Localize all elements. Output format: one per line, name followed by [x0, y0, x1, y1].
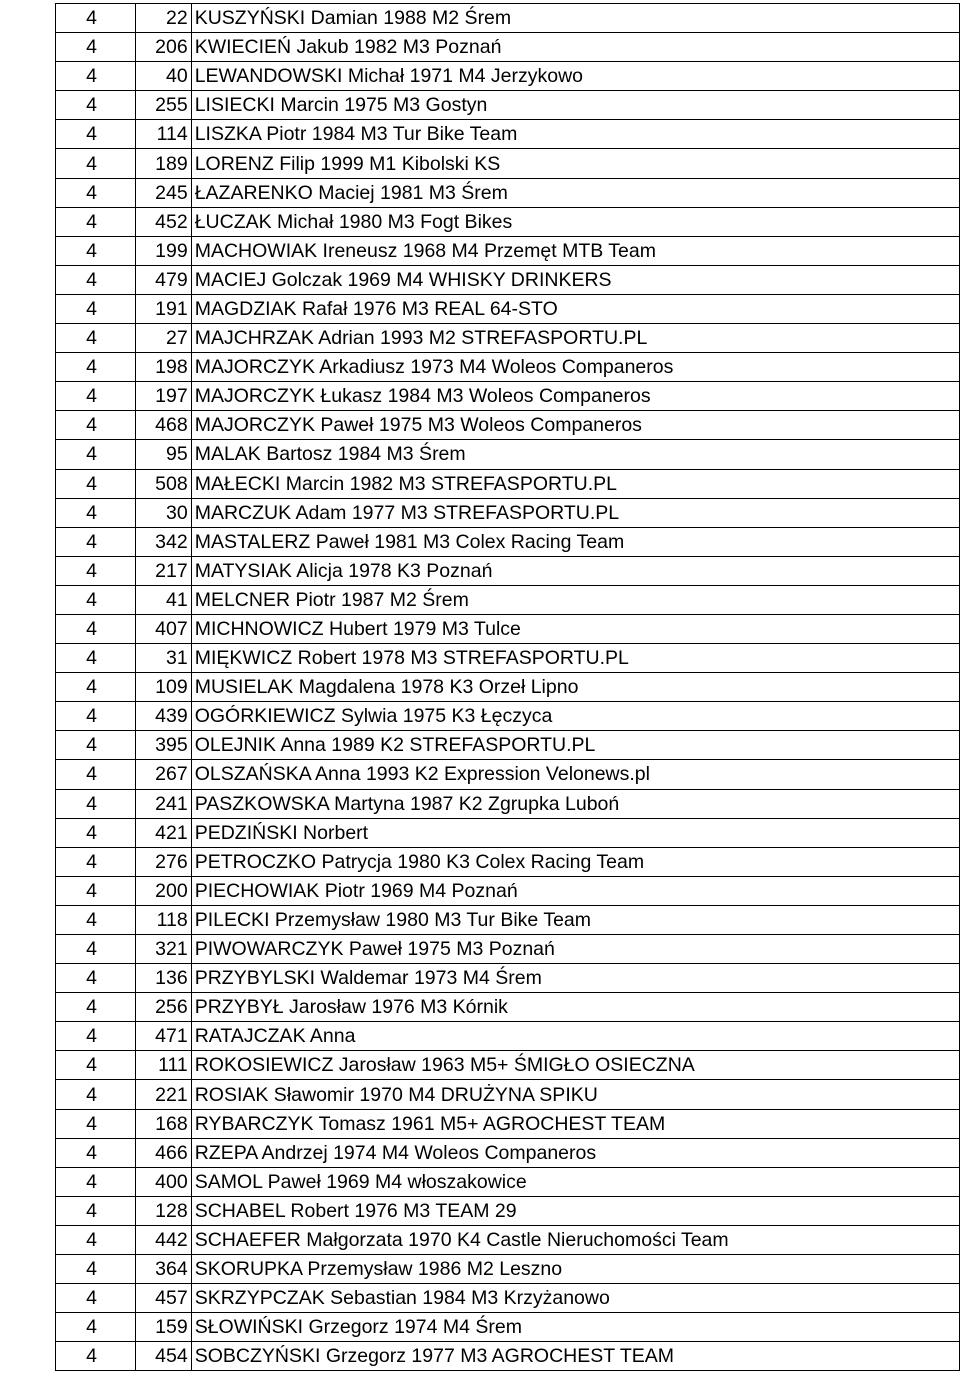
table-row	[56, 1051, 960, 1080]
participant-cell: OLSZAŃSKA Anna 1993 K2 Expression Velonews.pl	[191, 760, 959, 789]
bib-number-cell: 407	[136, 614, 192, 643]
group-cell: 4	[56, 876, 136, 905]
bib-number-cell: 255	[136, 91, 192, 120]
group-cell: 4	[56, 178, 136, 207]
participant-cell: SCHAEFER Małgorzata 1970 K4 Castle Nieruchomości Team	[191, 1225, 959, 1254]
participant-cell: PIECHOWIAK Piotr 1969 M4 Poznań	[191, 876, 959, 905]
bib-number-cell: 111	[136, 1051, 192, 1080]
bib-number-cell: 95	[136, 440, 192, 469]
bib-number-cell: 508	[136, 469, 192, 498]
participant-cell: KWIECIEŃ Jakub 1982 M3 Poznań	[191, 33, 959, 62]
participant-cell: MAJORCZYK Paweł 1975 M3 Woleos Companeros	[191, 411, 959, 440]
bib-number-cell: 395	[136, 731, 192, 760]
group-cell: 4	[56, 1225, 136, 1254]
participant-cell: KUSZYŃSKI Damian 1988 M2 Śrem	[191, 4, 959, 33]
group-cell: 4	[56, 905, 136, 934]
group-cell: 4	[56, 353, 136, 382]
participant-cell: MAGDZIAK Rafał 1976 M3 REAL 64-STO	[191, 294, 959, 323]
bib-number-cell: 114	[136, 120, 192, 149]
bib-number-cell: 267	[136, 760, 192, 789]
participant-cell: SŁOWIŃSKI Grzegorz 1974 M4 Śrem	[191, 1313, 959, 1342]
group-cell: 4	[56, 964, 136, 993]
results-table	[55, 3, 960, 1371]
table-row	[56, 4, 960, 33]
bib-number-cell: 40	[136, 62, 192, 91]
participant-cell: PASZKOWSKA Martyna 1987 K2 Zgrupka Luboń	[191, 789, 959, 818]
group-cell: 4	[56, 585, 136, 614]
participant-cell: RATAJCZAK Anna	[191, 1022, 959, 1051]
bib-number-cell: 128	[136, 1196, 192, 1225]
table-row	[56, 411, 960, 440]
table-row	[56, 1313, 960, 1342]
table-row	[56, 993, 960, 1022]
group-cell: 4	[56, 236, 136, 265]
bib-number-cell: 217	[136, 556, 192, 585]
group-cell: 4	[56, 935, 136, 964]
group-cell: 4	[56, 91, 136, 120]
table-row	[56, 905, 960, 934]
group-cell: 4	[56, 1196, 136, 1225]
group-cell: 4	[56, 411, 136, 440]
bib-number-cell: 31	[136, 644, 192, 673]
group-cell: 4	[56, 556, 136, 585]
group-cell: 4	[56, 644, 136, 673]
table-row	[56, 1255, 960, 1284]
participant-cell: MATYSIAK Alicja 1978 K3 Poznań	[191, 556, 959, 585]
group-cell: 4	[56, 760, 136, 789]
participant-cell: SCHABEL Robert 1976 M3 TEAM 29	[191, 1196, 959, 1225]
bib-number-cell: 454	[136, 1342, 192, 1371]
group-cell: 4	[56, 789, 136, 818]
table-row	[56, 1022, 960, 1051]
bib-number-cell: 457	[136, 1284, 192, 1313]
group-cell: 4	[56, 382, 136, 411]
table-row	[56, 498, 960, 527]
participant-cell: SOBCZYŃSKI Grzegorz 1977 M3 AGROCHEST TEAM	[191, 1342, 959, 1371]
bib-number-cell: 27	[136, 324, 192, 353]
table-row	[56, 265, 960, 294]
table-row	[56, 731, 960, 760]
participant-cell: SKRZYPCZAK Sebastian 1984 M3 Krzyżanowo	[191, 1284, 959, 1313]
bib-number-cell: 442	[136, 1225, 192, 1254]
participant-cell: MAJORCZYK Arkadiusz 1973 M4 Woleos Companeros	[191, 353, 959, 382]
group-cell: 4	[56, 62, 136, 91]
table-row	[56, 585, 960, 614]
bib-number-cell: 221	[136, 1080, 192, 1109]
group-cell: 4	[56, 1080, 136, 1109]
bib-number-cell: 191	[136, 294, 192, 323]
participant-cell: PILECKI Przemysław 1980 M3 Tur Bike Team	[191, 905, 959, 934]
bib-number-cell: 245	[136, 178, 192, 207]
participant-cell: MARCZUK Adam 1977 M3 STREFASPORTU.PL	[191, 498, 959, 527]
participant-cell: ŁUCZAK Michał 1980 M3 Fogt Bikes	[191, 207, 959, 236]
table-row	[56, 207, 960, 236]
bib-number-cell: 468	[136, 411, 192, 440]
participant-cell: LISIECKI Marcin 1975 M3 Gostyn	[191, 91, 959, 120]
bib-number-cell: 276	[136, 847, 192, 876]
table-row	[56, 469, 960, 498]
bib-number-cell: 41	[136, 585, 192, 614]
bib-number-cell: 189	[136, 149, 192, 178]
bib-number-cell: 109	[136, 673, 192, 702]
table-row	[56, 644, 960, 673]
bib-number-cell: 479	[136, 265, 192, 294]
table-row	[56, 1109, 960, 1138]
bib-number-cell: 22	[136, 4, 192, 33]
participant-cell: LEWANDOWSKI Michał 1971 M4 Jerzykowo	[191, 62, 959, 91]
bib-number-cell: 364	[136, 1255, 192, 1284]
participant-cell: LORENZ Filip 1999 M1 Kibolski KS	[191, 149, 959, 178]
bib-number-cell: 30	[136, 498, 192, 527]
table-row	[56, 382, 960, 411]
participant-cell: ŁAZARENKO Maciej 1981 M3 Śrem	[191, 178, 959, 207]
participant-cell: MAJCHRZAK Adrian 1993 M2 STREFASPORTU.PL	[191, 324, 959, 353]
group-cell: 4	[56, 993, 136, 1022]
group-cell: 4	[56, 673, 136, 702]
group-cell: 4	[56, 702, 136, 731]
bib-number-cell: 421	[136, 818, 192, 847]
table-row	[56, 440, 960, 469]
group-cell: 4	[56, 33, 136, 62]
group-cell: 4	[56, 4, 136, 33]
table-row	[56, 556, 960, 585]
group-cell: 4	[56, 818, 136, 847]
table-row	[56, 935, 960, 964]
bib-number-cell: 452	[136, 207, 192, 236]
table-row	[56, 91, 960, 120]
participant-cell: ROKOSIEWICZ Jarosław 1963 M5+ ŚMIGŁO OSIECZNA	[191, 1051, 959, 1080]
table-row	[56, 324, 960, 353]
table-row	[56, 1080, 960, 1109]
group-cell: 4	[56, 1255, 136, 1284]
table-row	[56, 1196, 960, 1225]
bib-number-cell: 206	[136, 33, 192, 62]
table-row	[56, 33, 960, 62]
bib-number-cell: 136	[136, 964, 192, 993]
bib-number-cell: 198	[136, 353, 192, 382]
table-row	[56, 964, 960, 993]
participant-cell: PETROCZKO Patrycja 1980 K3 Colex Racing Team	[191, 847, 959, 876]
group-cell: 4	[56, 614, 136, 643]
bib-number-cell: 342	[136, 527, 192, 556]
group-cell: 4	[56, 498, 136, 527]
table-row	[56, 1225, 960, 1254]
bib-number-cell: 256	[136, 993, 192, 1022]
participant-cell: OGÓRKIEWICZ Sylwia 1975 K3 Łęczyca	[191, 702, 959, 731]
participant-cell: PRZYBYLSKI Waldemar 1973 M4 Śrem	[191, 964, 959, 993]
table-row	[56, 673, 960, 702]
group-cell: 4	[56, 1284, 136, 1313]
participant-cell: RZEPA Andrzej 1974 M4 Woleos Companeros	[191, 1138, 959, 1167]
table-row	[56, 149, 960, 178]
table-row	[56, 614, 960, 643]
table-row	[56, 818, 960, 847]
group-cell: 4	[56, 731, 136, 760]
group-cell: 4	[56, 149, 136, 178]
table-row	[56, 760, 960, 789]
group-cell: 4	[56, 469, 136, 498]
participant-cell: LISZKA Piotr 1984 M3 Tur Bike Team	[191, 120, 959, 149]
participant-cell: MAJORCZYK Łukasz 1984 M3 Woleos Companeros	[191, 382, 959, 411]
participant-cell: PRZYBYŁ Jarosław 1976 M3 Kórnik	[191, 993, 959, 1022]
participant-cell: MAŁECKI Marcin 1982 M3 STREFASPORTU.PL	[191, 469, 959, 498]
participant-cell: MICHNOWICZ Hubert 1979 M3 Tulce	[191, 614, 959, 643]
table-row	[56, 62, 960, 91]
table-row	[56, 789, 960, 818]
bib-number-cell: 197	[136, 382, 192, 411]
table-row	[56, 178, 960, 207]
table-row	[56, 1342, 960, 1371]
table-row	[56, 702, 960, 731]
bib-number-cell: 471	[136, 1022, 192, 1051]
table-row	[56, 1167, 960, 1196]
table-row	[56, 876, 960, 905]
participant-cell: MACHOWIAK Ireneusz 1968 M4 Przemęt MTB Team	[191, 236, 959, 265]
bib-number-cell: 400	[136, 1167, 192, 1196]
participant-cell: ROSIAK Sławomir 1970 M4 DRUŻYNA SPIKU	[191, 1080, 959, 1109]
group-cell: 4	[56, 265, 136, 294]
participant-cell: MELCNER Piotr 1987 M2 Śrem	[191, 585, 959, 614]
results-table-body	[56, 4, 960, 1371]
group-cell: 4	[56, 847, 136, 876]
bib-number-cell: 168	[136, 1109, 192, 1138]
table-row	[56, 236, 960, 265]
participant-cell: MASTALERZ Paweł 1981 M3 Colex Racing Team	[191, 527, 959, 556]
group-cell: 4	[56, 1022, 136, 1051]
group-cell: 4	[56, 1138, 136, 1167]
group-cell: 4	[56, 1051, 136, 1080]
table-row	[56, 1138, 960, 1167]
participant-cell: MALAK Bartosz 1984 M3 Śrem	[191, 440, 959, 469]
bib-number-cell: 466	[136, 1138, 192, 1167]
table-row	[56, 1284, 960, 1313]
bib-number-cell: 439	[136, 702, 192, 731]
group-cell: 4	[56, 294, 136, 323]
participant-cell: OLEJNIK Anna 1989 K2 STREFASPORTU.PL	[191, 731, 959, 760]
participant-cell: SAMOL Paweł 1969 M4 włoszakowice	[191, 1167, 959, 1196]
participant-cell: MUSIELAK Magdalena 1978 K3 Orzeł Lipno	[191, 673, 959, 702]
group-cell: 4	[56, 1342, 136, 1371]
table-row	[56, 353, 960, 382]
bib-number-cell: 159	[136, 1313, 192, 1342]
participant-cell: RYBARCZYK Tomasz 1961 M5+ AGROCHEST TEAM	[191, 1109, 959, 1138]
bib-number-cell: 321	[136, 935, 192, 964]
table-row	[56, 527, 960, 556]
group-cell: 4	[56, 440, 136, 469]
bib-number-cell: 241	[136, 789, 192, 818]
table-row	[56, 120, 960, 149]
group-cell: 4	[56, 324, 136, 353]
group-cell: 4	[56, 1167, 136, 1196]
table-row	[56, 294, 960, 323]
participant-cell: MIĘKWICZ Robert 1978 M3 STREFASPORTU.PL	[191, 644, 959, 673]
group-cell: 4	[56, 1109, 136, 1138]
group-cell: 4	[56, 527, 136, 556]
participant-cell: MACIEJ Golczak 1969 M4 WHISKY DRINKERS	[191, 265, 959, 294]
participant-cell: SKORUPKA Przemysław 1986 M2 Leszno	[191, 1255, 959, 1284]
bib-number-cell: 200	[136, 876, 192, 905]
group-cell: 4	[56, 207, 136, 236]
group-cell: 4	[56, 1313, 136, 1342]
participant-cell: PEDZIŃSKI Norbert	[191, 818, 959, 847]
participant-cell: PIWOWARCZYK Paweł 1975 M3 Poznań	[191, 935, 959, 964]
bib-number-cell: 199	[136, 236, 192, 265]
table-row	[56, 847, 960, 876]
bib-number-cell: 118	[136, 905, 192, 934]
group-cell: 4	[56, 120, 136, 149]
